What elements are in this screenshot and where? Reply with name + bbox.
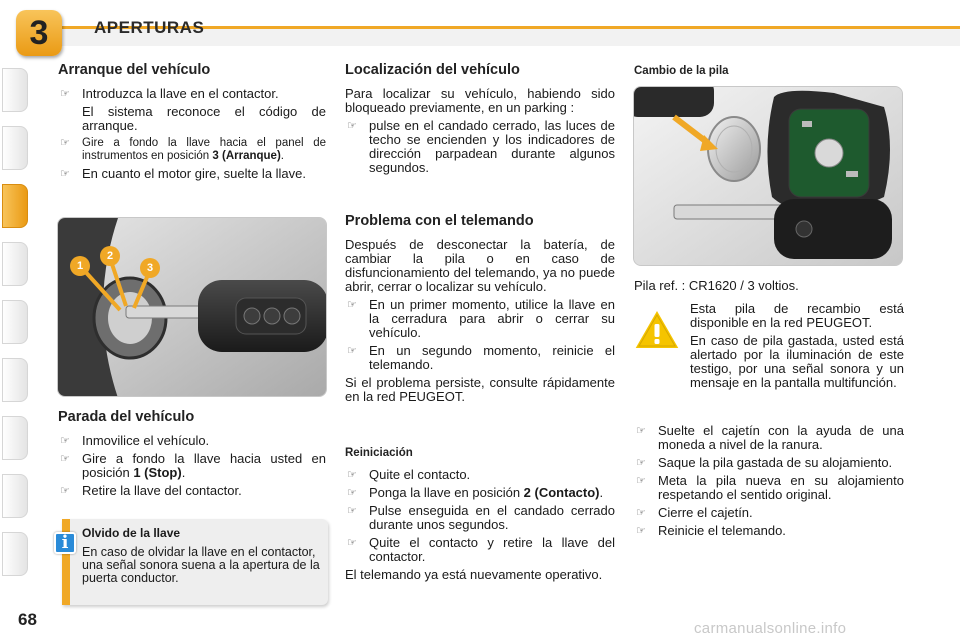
list-item: ☞ Pulse enseguida en el candado cerrado durante unos segundos. [347, 503, 615, 532]
list-item: ☞ Quite el contacto y retire la llave del contactor. [347, 535, 615, 564]
list-item: ☞ En cuanto el motor gire, suelte la llave. [60, 166, 307, 181]
battery-key-illustration [634, 87, 903, 266]
battery-steps [634, 424, 904, 542]
position-2-label: 2 [100, 246, 120, 266]
ignition-key-illustration [58, 218, 327, 397]
chapter-tab-1[interactable] [2, 68, 28, 112]
list-item: ☞ Ponga la llave en posición 2 (Contacto). [347, 485, 604, 500]
pointing-finger-icon: ☞ [347, 469, 357, 481]
list-item: ☞ Cierre el cajetín. [636, 505, 753, 520]
paragraph: En caso de pila gastada, usted está alertado por la iluminación de este testigo, por una señal sonora y un mensaje en la pantalla multifunción. [690, 333, 904, 390]
battery-change-photo [633, 86, 903, 266]
section-battery-title: Cambio de la pila [634, 65, 729, 77]
paragraph: El sistema reconoce el código de arranque. [82, 104, 326, 133]
section-locate-title: Localización del vehículo [345, 62, 520, 78]
section-remote-problem-title: Problema con el telemando [345, 213, 534, 229]
battery-warning-block [690, 302, 904, 394]
info-box-title: Olvido de la llave [82, 526, 181, 540]
list-item: ☞ Quite el contacto. [347, 467, 471, 482]
chapter-tabs [0, 60, 30, 580]
section-remote-problem [345, 214, 615, 408]
info-box-forgotten-key [62, 519, 328, 605]
chapter-tab-9[interactable] [2, 532, 28, 576]
paragraph: El telemando ya está nuevamente operativo. [345, 567, 603, 582]
paragraph: Después de desconectar la batería, de cambiar la pila o en caso de disfuncionamiento del telemando, ya no puede abrir, cerrar o localizar su vehículo. [345, 237, 615, 294]
pointing-finger-icon: ☞ [347, 537, 357, 549]
list-item: ☞ Introduzca la llave en el contactor. [60, 86, 279, 101]
section-stop [58, 410, 326, 502]
pointing-finger-icon: ☞ [60, 137, 70, 149]
pointing-finger-icon: ☞ [60, 435, 70, 447]
pointing-finger-icon: ☞ [60, 453, 70, 465]
pointing-finger-icon: ☞ [636, 507, 646, 519]
chapter-tab-3-active[interactable] [2, 184, 28, 228]
list-item: ☞ pulse en el candado cerrado, las luces de techo se encienden y los indicadores de dirección parpadean durante algunos segundos. [347, 118, 615, 175]
section-reset-title: Reiniciación [345, 447, 413, 459]
list-item: ☞ Retire la llave del contactor. [60, 483, 242, 498]
section-start-title: Arranque del vehículo [58, 62, 211, 78]
pointing-finger-icon: ☞ [347, 120, 357, 132]
section-battery-title-block [634, 64, 904, 86]
pointing-finger-icon: ☞ [636, 475, 646, 487]
list-item: ☞ Suelte el cajetín con la ayuda de una moneda a nivel de la ranura. [636, 423, 904, 452]
section-reset [345, 446, 615, 586]
pointing-finger-icon: ☞ [636, 457, 646, 469]
section-start [58, 63, 326, 185]
list-item: ☞ En un primer momento, utilice la llave en la cerradura para abrir o cerrar su vehículo. [347, 297, 615, 340]
pointing-finger-icon: ☞ [347, 299, 357, 311]
warning-triangle-icon [632, 306, 682, 352]
list-item: ☞ Saque la pila gastada de su alojamiento. [636, 455, 893, 470]
paragraph: Si el problema persiste, consulte rápidamente en la red PEUGEOT. [345, 375, 615, 404]
section-locate [345, 63, 615, 179]
pointing-finger-icon: ☞ [347, 487, 357, 499]
ignition-key-photo [57, 217, 327, 397]
chapter-tab-2[interactable] [2, 126, 28, 170]
chapter-tab-7[interactable] [2, 416, 28, 460]
list-item: ☞ Gire a fondo la llave hacia el panel de instrumentos en posición 3 (Arranque). [60, 137, 326, 162]
section-stop-title: Parada del vehículo [58, 409, 195, 425]
pointing-finger-icon: ☞ [347, 505, 357, 517]
list-item: ☞ Inmovilice el vehículo. [60, 433, 210, 448]
pointing-finger-icon: ☞ [60, 88, 70, 100]
pointing-finger-icon: ☞ [60, 485, 70, 497]
chapter-tab-4[interactable] [2, 242, 28, 286]
chapter-tab-5[interactable] [2, 300, 28, 344]
position-3-label: 3 [140, 258, 160, 278]
paragraph: Esta pila de recambio está disponible en la red PEUGEOT. [690, 301, 904, 330]
page-title: APERTURAS [94, 18, 205, 37]
pointing-finger-icon: ☞ [636, 425, 646, 437]
list-item: ☞ Meta la pila nueva en su alojamiento respetando el sentido original. [636, 473, 904, 502]
pointing-finger-icon: ☞ [636, 525, 646, 537]
info-box-text: En caso de olvidar la llave en el contactor, una señal sonora suena a la apertura de la puerta conductor. [82, 545, 320, 585]
chapter-tab-8[interactable] [2, 474, 28, 518]
chapter-number-badge: 3 [16, 10, 62, 56]
battery-reference: Pila ref. : CR1620 / 3 voltios. [634, 278, 799, 293]
pointing-finger-icon: ☞ [60, 168, 70, 180]
pointing-finger-icon: ☞ [347, 345, 357, 357]
list-item: ☞ Reinicie el telemando. [636, 523, 786, 538]
chapter-tab-6[interactable] [2, 358, 28, 402]
list-item: ☞ Gire a fondo la llave hacia usted en posición 1 (Stop). [60, 451, 326, 480]
paragraph: Para localizar su vehículo, habiendo sido bloqueado previamente, en un parking : [345, 86, 615, 115]
list-item: ☞ En un segundo momento, reinicie el telemando. [347, 343, 615, 372]
info-icon: i [54, 532, 76, 554]
position-1-label: 1 [70, 256, 90, 276]
page-number: 68 [18, 610, 37, 629]
watermark: carmanualsonline.info [694, 620, 847, 637]
